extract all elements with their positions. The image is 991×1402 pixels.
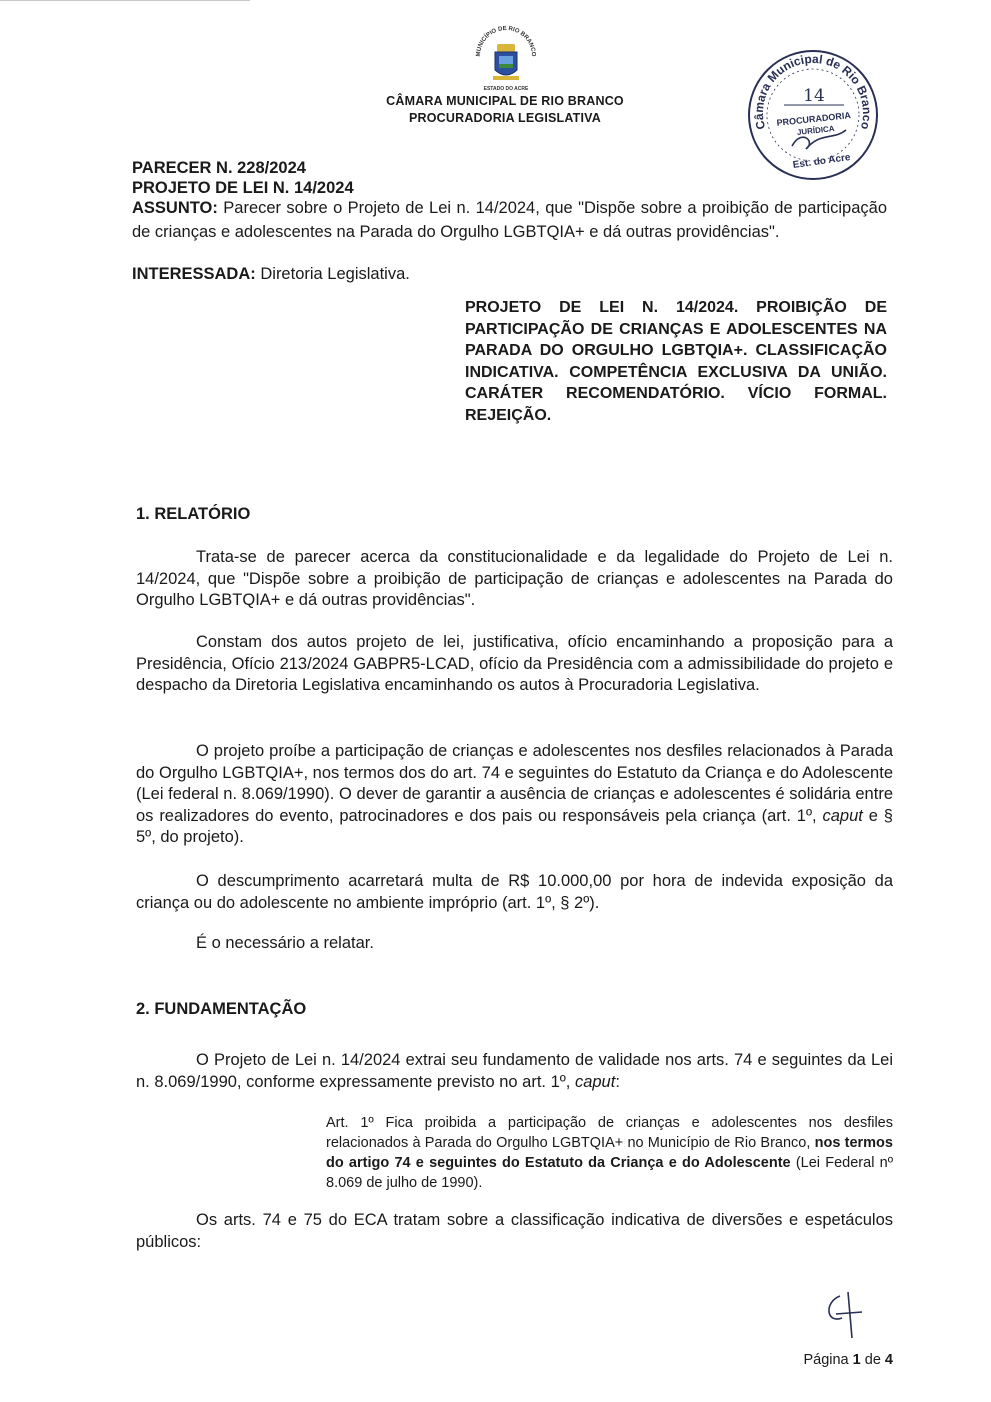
stamp-ring-text: Câmara Municipal de Rio Branco: [751, 51, 875, 131]
assunto-text: Parecer sobre o Projeto de Lei n. 14/2024, que "Dispõe sobre a proibição de participação de crianças e adolescentes na Parada do Orgulho LGBTQIA+ e dá outras providências".: [132, 199, 887, 241]
law-quote-part1: Art. 1º Fica proibida a participação de crianças e adolescentes nos desfiles relacionados à Parada do Orgulho LGBTQIA+ no Município de Rio Branco,: [326, 1115, 893, 1151]
page-sep: de: [864, 1352, 881, 1368]
section-relatorio-title: 1. RELATÓRIO: [136, 505, 251, 523]
paragraph-2: Constam dos autos projeto de lei, justificativa, ofício encaminhando a proposição para a Presidência, Ofício 213/2024 GABPR5-LCAD, ofício da Presidência com a admissibilidade do projeto e despacho da Diretoria Legislativa encaminhando os autos à Procuradoria Legislativa.: [136, 633, 893, 694]
stamp-bottom-text: Est. do Acre: [792, 152, 852, 172]
paragraph-6-text-a: O Projeto de Lei n. 14/2024 extrai seu fundamento de validade nos arts. 74 e seguintes da Lei n. 8.069/1990, conforme expressamente previsto no art. 1º,: [136, 1051, 893, 1091]
interessada-label: INTERESSADA:: [132, 265, 256, 283]
paragraph-3-text-a: O projeto proíbe a participação de crianças e adolescentes nos desfiles relacionados à Parada do Orgulho LGBTQIA+, nos termos dos do art. 74 e seguintes do Estatuto da Criança e do Adolescente (Lei federal n. 8.069/1990). O dever de garantir a ausência de crianças e adolescentes é solidária entre os realizadores do evento, patrocinadores e dos pais ou responsáveis pela criança (art. 1º,: [136, 742, 893, 825]
org-name: CÂMARA MUNICIPAL DE RIO BRANCO: [386, 94, 624, 108]
stamp-dept-line2: JURÍDICA: [796, 124, 835, 137]
page-number: [803, 1352, 893, 1368]
crest-top-text: MUNICÍPIO DE RIO BRANCO: [475, 25, 537, 57]
top-rule: [0, 0, 250, 1]
page-prefix: Página: [803, 1352, 849, 1368]
paragraph-5: É o necessário a relatar.: [196, 934, 374, 952]
paragraph-1: Trata-se de parecer acerca da constitucionalidade e da legalidade do Projeto de Lei n. 14/2024, que "Dispõe sobre a proibição de participação de crianças e adolescentes na Parada do Orgulho LGBTQIA+ e dá outras providências".: [136, 548, 893, 609]
assunto-label: ASSUNTO:: [132, 199, 218, 217]
handwritten-initials-icon: [818, 1288, 868, 1348]
ementa: PROJETO DE LEI N. 14/2024. PROIBIÇÃO DE PARTICIPAÇÃO DE CRIANÇAS E ADOLESCENTES NA PARADA DO ORGULHO LGBTQIA+. CLASSIFICAÇÃO INDICATIVA. COMPETÊNCIA EXCLUSIVA DA UNIÃO. CARÁTER RECOMENDATÓRIO. VÍCIO FORMAL. REJEIÇÃO.: [465, 299, 887, 424]
assunto-line: [132, 196, 887, 244]
paragraph-6-caput: caput: [574, 1072, 616, 1091]
paragraph-3-text-b: e § 5º, do projeto).: [136, 806, 893, 846]
law-quote-part2: (Lei Federal nº 8.069 de julho de 1990).: [326, 1155, 893, 1191]
paragraph-7: Os arts. 74 e 75 do ECA tratam sobre a classificação indicativa de diversões e espetáculos públicos:: [136, 1211, 893, 1251]
parecer-number: PARECER N. 228/2024: [132, 159, 306, 177]
paragraph-6-text-b: :: [615, 1072, 620, 1091]
interessada-text: Diretoria Legislativa.: [260, 265, 410, 283]
law-quote: [326, 1113, 893, 1193]
crest-bottom-text: ESTADO DO ACRE: [483, 86, 529, 92]
page-current: 1: [852, 1352, 861, 1368]
section-fundamentacao-title: 2. FUNDAMENTAÇÃO: [136, 1000, 307, 1018]
paragraph-3: [136, 741, 893, 849]
interessada-line: [132, 264, 410, 284]
projeto-number: PROJETO DE LEI N. 14/2024: [132, 179, 354, 197]
procuradoria-stamp: [744, 46, 882, 184]
stamp-dept-line1: PROCURADORIA: [776, 110, 852, 128]
stamp-number: 14: [803, 86, 825, 106]
municipal-crest-icon: [466, 22, 546, 94]
paragraph-4: O descumprimento acarretará multa de R$ 10.000,00 por hora de indevida exposição da criança ou do adolescente no ambiente impróprio (art. 1º, § 2º).: [136, 872, 893, 912]
page-total: 4: [884, 1352, 893, 1368]
paragraph-3-caput: caput: [822, 806, 863, 825]
law-quote-bold: nos termos do artigo 74 e seguintes do Estatuto da Criança e do Adolescente: [326, 1135, 893, 1171]
org-department: PROCURADORIA LEGISLATIVA: [408, 111, 602, 125]
paragraph-6: [136, 1050, 893, 1093]
